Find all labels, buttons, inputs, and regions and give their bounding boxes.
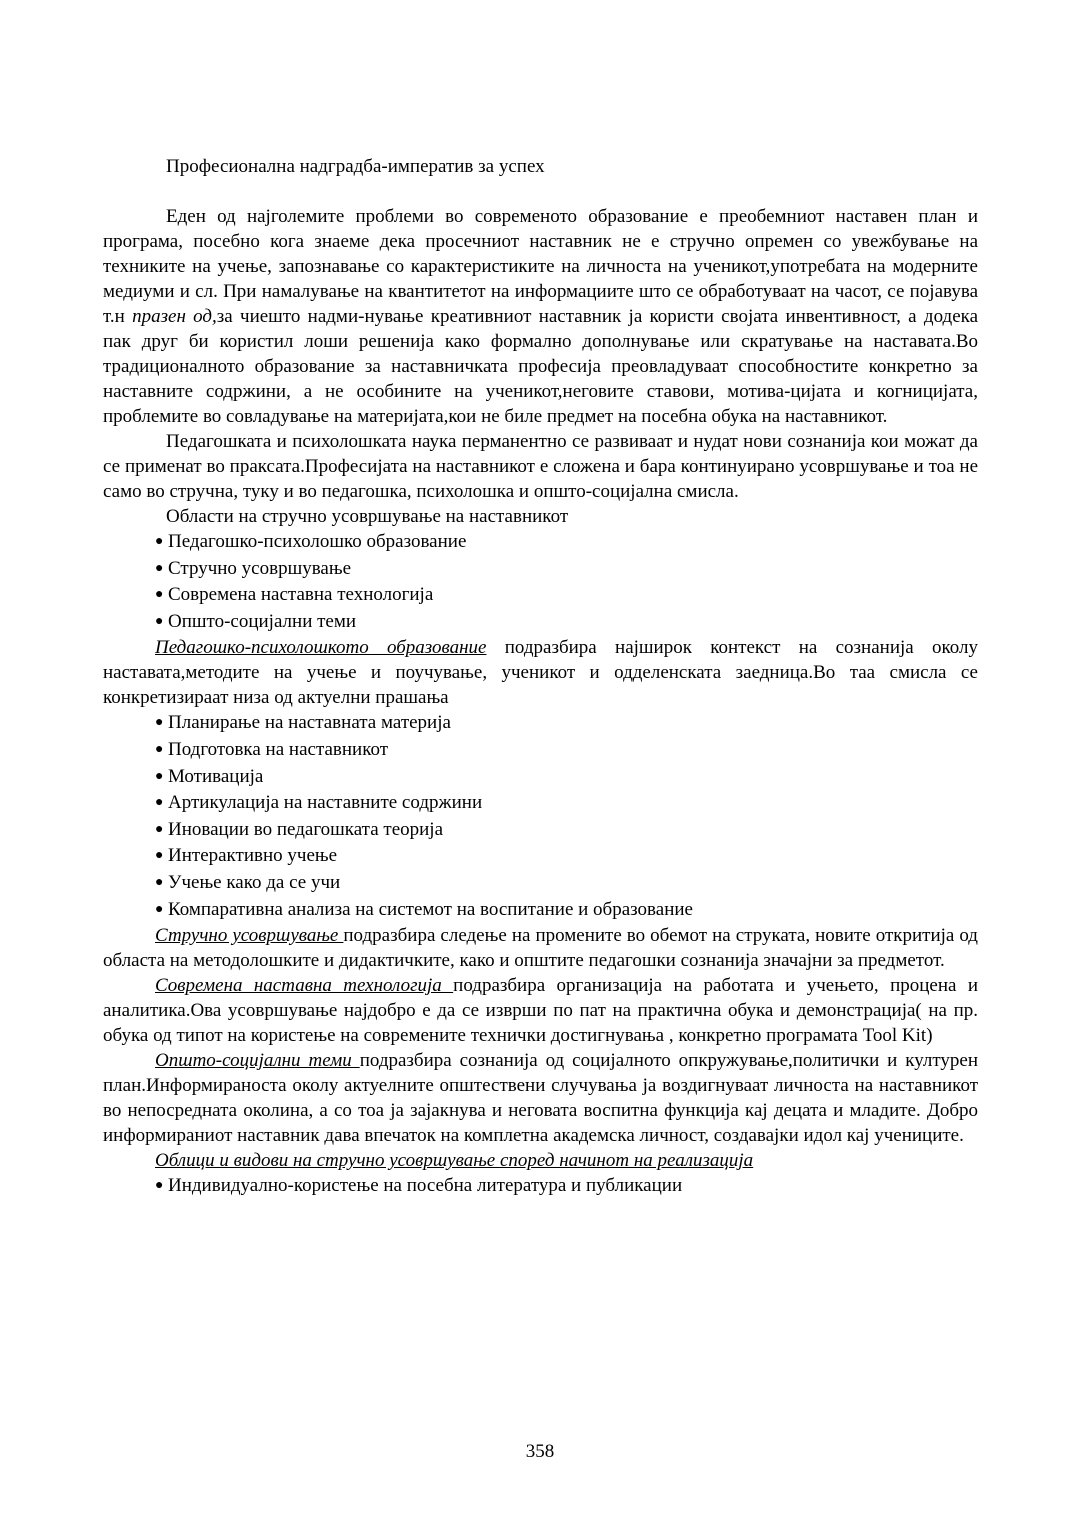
list-item: ● Учење како да се учи — [103, 870, 978, 897]
issues-list — [103, 710, 978, 923]
list-item: ● Индивидуално-користење на посебна литература и публикации — [103, 1173, 978, 1200]
bullet-icon: ● — [155, 587, 164, 603]
forms-heading: Облици и видови на стручно усовршување според начинот на реализација — [155, 1150, 754, 1172]
bullet-icon: ● — [155, 795, 164, 811]
list-item: ● Планирање на наставната материја — [103, 710, 978, 737]
list-item: ● Мотивација — [103, 764, 978, 791]
pedagogical-term: Педагошко-психолошкото образование — [155, 637, 487, 659]
list-item: ● Општо-социјални теми — [103, 609, 978, 636]
social-text: подразбира сознанија од социјалното опкружување,политички и културен план.Информираноста околу актуелните општествени случувања ја воздигнуваат личноста на наставникот во непосредната околина, а со тоа ја зајакнува и неговата воспитна функција кај децата и младите. Добро информираниот наставник дава впечаток на комплетна академска личност, создавајки идол кај учениците. — [103, 1050, 979, 1147]
social-term: Општо-социјални теми — [155, 1050, 360, 1072]
page-number: 358 — [525, 1441, 555, 1462]
list-item: ● Подготовка на наставникот — [103, 737, 978, 764]
bullet-icon: ● — [155, 821, 164, 837]
bullet-icon: ● — [155, 613, 164, 629]
bullet-icon: ● — [155, 848, 164, 864]
bullet-icon: ● — [155, 560, 164, 576]
list-item: ● Компаративна анализа на системот на воспитание и образование — [103, 897, 978, 924]
technology-paragraph — [103, 973, 978, 1048]
forms-list — [103, 1173, 978, 1200]
technology-text: подразбира организација на работата и учењето, процена и аналитика.Ова усовршување најдобро е да се изврши по пат на практична обука и демонстрација( на пр. обука од типот на користење на современите технички достигнувања , конкретно програмата Tool Kit) — [103, 975, 978, 1047]
intro-text-part2: за чиешто надми-нување креативниот наставник ја користи својата инвентивност, а додека пак друг би користил лоши решенија како формално дополнување или скратување на наставата.Во традиционалното образование за наставничката професија преовладуваат способностите конкретно за наставните содржини, а не особините на ученикот,неговите ставови, мотива-цијата и когницијата, проблемите во совладување на материјата,кои не биле предмет на посебна обука на наставникот. — [103, 306, 978, 427]
pedagogical-paragraph — [103, 635, 978, 710]
areas-list — [103, 529, 978, 635]
list-item: ● Педагошко-психолошко образование — [103, 529, 978, 556]
list-item: ● Стручно усовршување — [103, 556, 978, 583]
bullet-icon: ● — [155, 874, 164, 890]
bullet-icon: ● — [155, 1178, 164, 1194]
bullet-icon: ● — [155, 715, 164, 731]
pedagogical-text: подразбира најширок контекст на сознанија околу наставата,методите на учење и поучување, ученикот и одделенската заедница.Во таа смисла се конкретизираат низа од актуелни прашања — [103, 637, 978, 709]
intro-italic-term: празен од, — [132, 306, 217, 327]
list-item: ● Артикулација на наставните содржини — [103, 790, 978, 817]
technology-term: Современа наставна технологија — [155, 975, 454, 997]
intro-paragraph — [103, 204, 978, 429]
list-item: ● Иновации во педагошката теорија — [103, 817, 978, 844]
document-title: Професионална надградба-императив за успех — [166, 156, 545, 177]
professional-paragraph — [103, 923, 978, 973]
areas-heading: Области на стручно усовршување на наставникот — [166, 506, 569, 527]
professional-term: Стручно усовршување — [155, 925, 344, 947]
social-paragraph — [103, 1048, 978, 1148]
list-item: ● Современа наставна технологија — [103, 582, 978, 609]
document-body — [103, 204, 978, 1200]
list-item: ● Интерактивно учење — [103, 843, 978, 870]
intro-text-part1: Еден од најголемите проблеми во современото образование е преобемниот наставен план и програма, посебно кога знаеме дека просечниот наставник не е стручно опремен со увежбување на техниките на учење, запознавање со карактеристиките на личноста на ученикот,употребата на модерните медиуми и сл. При намалување на квантитетот на информациите што се обработуваат на часот, се појавува т.н — [103, 206, 978, 327]
science-paragraph: Педагошката и психолошката наука перманентно се развиваат и нудат нови сознанија кои можат да се применат во праксата.Професијата на наставникот е сложена и бара континуирано усовршување и тоа не само во стручна, туку и во педагошка, психолошка и општо-социјална смисла. — [103, 431, 978, 502]
bullet-icon: ● — [155, 768, 164, 784]
bullet-icon: ● — [155, 534, 164, 549]
professional-text: подразбира следење на промените во обемот на струката, новите откритија од областа на методолошките и дидактичките, како и општите педагошки сознанија значајни за предметот. — [103, 925, 978, 972]
bullet-icon: ● — [155, 901, 164, 917]
bullet-icon: ● — [155, 741, 164, 757]
